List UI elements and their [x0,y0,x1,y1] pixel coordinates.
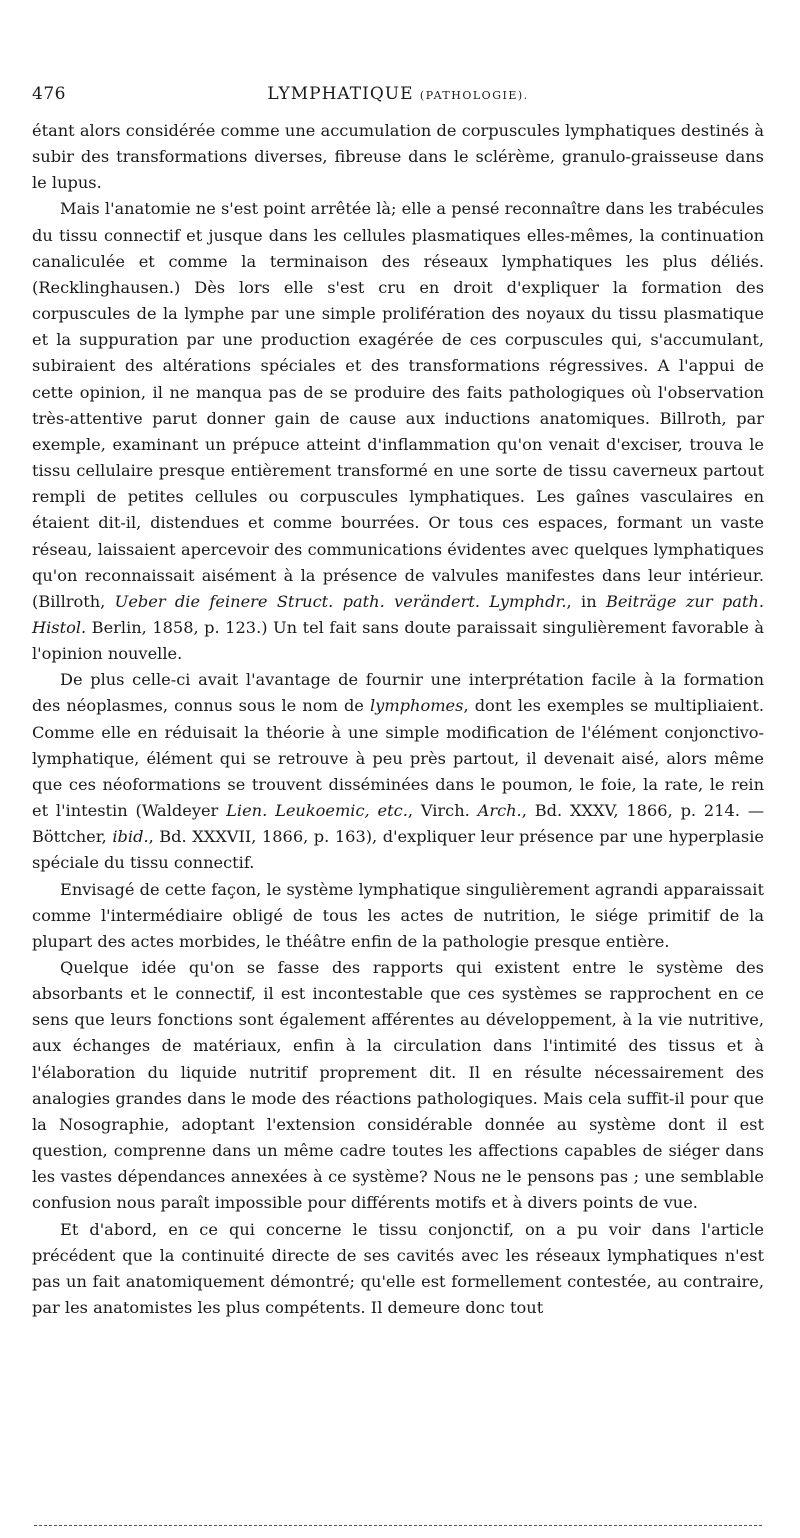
text-run: étant alors considérée comme une accumulation de corpuscules lymphatiques destinés à subir des transformations diverses, fibreuse dans le sclérème, granulo-graisseuse dans le lupus. [32,121,764,193]
text-run: De plus celle-ci avait l'avantage de fournir une interprétation facile à la formation des néoplasmes, connus sous le nom de [32,670,764,716]
italic-text: lymphomes [370,696,464,716]
text-run: , in [566,591,607,611]
body-text [32,118,764,1321]
italic-text: Ueber die feinere Struct. path. verändert. Lymphdr. [114,591,567,611]
paragraph [32,877,764,955]
text-run: Berlin, 1858, p. 123.) Un tel fait sans doute paraissait singulièrement favorable à l'opinion nouvelle. [32,617,764,664]
text-run: , Bd. XXXV, 1866, p. 214. — Böttcher, [32,801,765,847]
running-title [32,84,764,104]
italic-text: Lien. Leukoemic, etc. [226,801,408,821]
text-run: , Bd. XXXVII, 1866, p. 163), d'expliquer leur présence par une hyperplasie spéciale du tissu connectif. [32,827,764,873]
running-title-main: LYMPHATIQUE [267,84,414,104]
paragraph [32,118,764,196]
footer-rule [34,1525,762,1526]
running-head [32,84,764,108]
text-run: Envisagé de cette façon, le système lymphatique singulièrement agrandi apparaissait comme l'intermédiaire obligé de tous les actes de nutrition, le siége primitif de la plupart des actes morbides, le théâtre enfin de la pathologie presque entière. [32,879,764,951]
italic-text: Arch. [477,801,522,821]
text-run: Et d'abord, en ce qui concerne le tissu conjonctif, on a pu voir dans l'article précédent que la continuité directe de ses cavités avec les réseaux lymphatiques n'est pas un fait anatomiquement démontré; qu'elle est formellement contestée, au contraire, par les anatomistes les plus compétents. Il demeure donc tout [32,1219,764,1318]
text-run: , Virch. [407,801,478,821]
italic-text: ibid. [112,827,149,847]
text-run: Mais l'anatomie ne s'est point arrêtée là; elle a pensé reconnaître dans les trabécules du tissu connectif et jusque dans les cellules plasmatiques elles-mêmes, la continuation canaliculée et comme la terminaison des réseaux lymphatiques les plus déliés. (Recklinghausen.) Dès lors elle s'est cru en droit d'expliquer la formation des corpuscules de la lymphe par une simple prolifération des noyaux du tissu plasmatique et la suppuration par une production exagérée de ces corpuscules qui, s'accumulant, subiraient des altérations spéciales et des transformations régressives. A l'appui de cette opinion, il ne manqua pas de se produire des faits pathologiques où l'observation très-attentive parut donner gain de cause aux inductions anatomiques. Billroth, par exemple, examinant un prépuce atteint d'inflammation qu'on venait d'exciser, trouva le tissu cellulaire presque entièrement transformé en une sorte de tissu caverneux partout rempli de petites cellules ou corpuscules lymphatiques. Les gaînes vasculaires en étaient dit-il, distendues et comme bourrées. Or tous ces espaces, formant un vaste réseau, laissaient apercevoir des communications évidentes avec quelques lymphatiques qu'on reconnaissait aisément à la présence de valvules manifestes dans leur intérieur. (Billroth, [32,199,764,611]
text-run: , dont les exemples se multipliaient. Comme elle en réduisait la théorie à une simple modification de l'élément conjonctivo-lymphatique, élément qui se retrouve à peu près partout, il devenait aisé, alors même que ces néoformations se trouvent disséminées dans le poumon, le foie, la rate, le rein et l'intestin (Waldeyer [32,696,764,821]
paragraph [32,196,764,667]
paragraph [32,955,764,1217]
italic-text: Beiträge zur path. Histol. [32,591,764,637]
paragraph [32,1217,764,1322]
running-title-subtitle: (PATHOLOGIE). [419,89,529,102]
page-number: 476 [32,84,66,104]
text-run: Quelque idée qu'on se fasse des rapports qui existent entre le système des absorbants et le connectif, il est incontestable que ces systèmes se rapprochent en ce sens que leurs fonctions sont également afférentes au développement, à la vie nutritive, aux échanges de matériaux, enfin à la circulation dans l'intimité des tissus et à l'élaboration du liquide nutritif proprement dit. Il en résulte nécessairement des analogies grandes dans le mode des réactions pathologiques. Mais cela suffit-il pour que la Nosographie, adoptant l'extension considérable donnée au système dont il est question, comprenne dans un même cadre toutes les affections capables de siéger dans les vastes dépendances annexées à ce système? Nous ne le pensons pas ; une semblable confusion nous paraît impossible pour différents motifs et à divers points de vue. [32,958,764,1213]
paragraph [32,667,764,876]
